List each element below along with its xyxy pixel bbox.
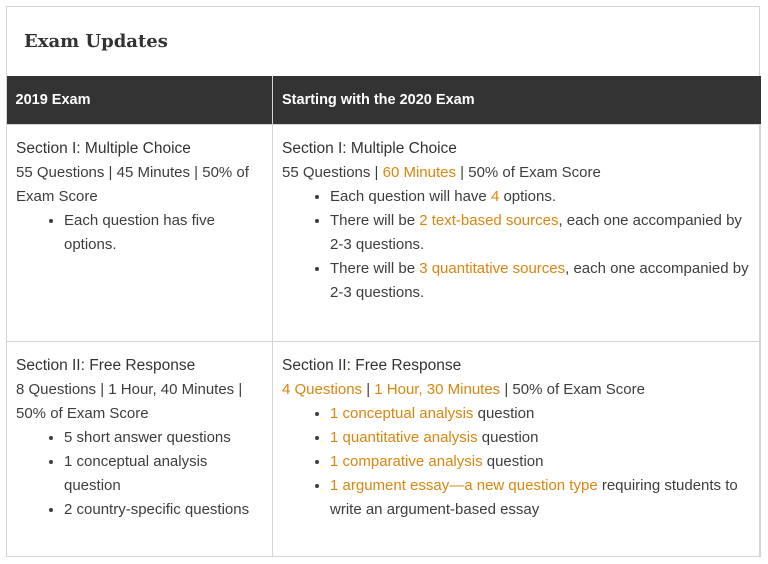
list-item bbox=[330, 474, 752, 522]
section-meta bbox=[282, 161, 752, 185]
highlight-text: 1 comparative analysis bbox=[330, 452, 483, 470]
meta-text: | 50% of Exam Score bbox=[456, 163, 601, 181]
list-item: • 2 country-specific questions bbox=[64, 498, 264, 522]
highlight-text: 1 argument essay—a new question type bbox=[330, 476, 598, 494]
list-item: • Each question has five options. bbox=[64, 209, 264, 257]
item-text: There will be bbox=[330, 211, 420, 229]
list-item bbox=[330, 426, 752, 450]
item-text: requiring students to write an argument-based essay bbox=[330, 476, 738, 518]
section-meta: 8 Questions | 1 Hour, 40 Minutes | 50% of Exam Score bbox=[16, 380, 243, 422]
exam-comparison-table bbox=[6, 76, 761, 557]
item-text: question bbox=[473, 404, 535, 422]
list-item bbox=[330, 402, 752, 426]
column-header-2020: Starting with the 2020 Exam bbox=[273, 76, 761, 124]
bullet-list bbox=[282, 185, 752, 305]
list-item: • 5 short answer questions bbox=[64, 426, 264, 450]
bullet-list bbox=[16, 209, 264, 257]
cell-2019-section-2 bbox=[7, 341, 273, 556]
column-header-2019: 2019 Exam bbox=[7, 76, 273, 124]
item-text: options. bbox=[499, 187, 556, 205]
list-item bbox=[330, 257, 752, 305]
item-text: Each question will have bbox=[330, 187, 491, 205]
highlight-text: 4 Questions bbox=[282, 380, 363, 398]
item-text: , each one accompanied by 2-3 questions. bbox=[330, 259, 749, 301]
section-heading: Section II: Free Response bbox=[16, 356, 196, 374]
section-heading: Section I: Multiple Choice bbox=[282, 139, 457, 157]
highlight-text: 2 text-based sources bbox=[419, 211, 559, 229]
highlight-text: 1 Hour, 30 Minutes bbox=[374, 380, 501, 398]
highlight-text: 3 quantitative sources bbox=[419, 259, 566, 277]
highlight-text: 4 bbox=[490, 187, 500, 205]
table-header-row bbox=[7, 76, 761, 124]
list-item bbox=[330, 185, 752, 209]
meta-text: | bbox=[362, 380, 375, 398]
list-item bbox=[330, 209, 752, 257]
table-row-section-1 bbox=[7, 124, 761, 341]
cell-2020-section-1 bbox=[273, 124, 761, 341]
highlight-text: 1 conceptual analysis bbox=[330, 404, 474, 422]
table-row-section-2 bbox=[7, 341, 761, 556]
bullet-list bbox=[282, 402, 752, 522]
cell-2019-section-1 bbox=[7, 124, 273, 341]
meta-text: 55 Questions | bbox=[282, 163, 383, 181]
list-item: • 1 conceptual analysis question bbox=[64, 450, 264, 498]
item-text: , each one accompanied by 2-3 questions. bbox=[330, 211, 742, 253]
section-heading: Section II: Free Response bbox=[282, 356, 462, 374]
card-title: Exam Updates bbox=[24, 31, 168, 52]
section-heading: Section I: Multiple Choice bbox=[16, 139, 191, 157]
cell-2020-section-2 bbox=[273, 341, 761, 556]
list-item bbox=[330, 450, 752, 474]
section-meta: 55 Questions | 45 Minutes | 50% of Exam Score bbox=[16, 163, 249, 205]
section-meta bbox=[282, 378, 752, 402]
item-text: There will be bbox=[330, 259, 420, 277]
highlight-text: 1 quantitative analysis bbox=[330, 428, 478, 446]
item-text: question bbox=[477, 428, 539, 446]
highlight-text: 60 Minutes bbox=[382, 163, 456, 181]
item-text: question bbox=[482, 452, 544, 470]
bullet-list bbox=[16, 426, 264, 522]
meta-text: | 50% of Exam Score bbox=[500, 380, 645, 398]
